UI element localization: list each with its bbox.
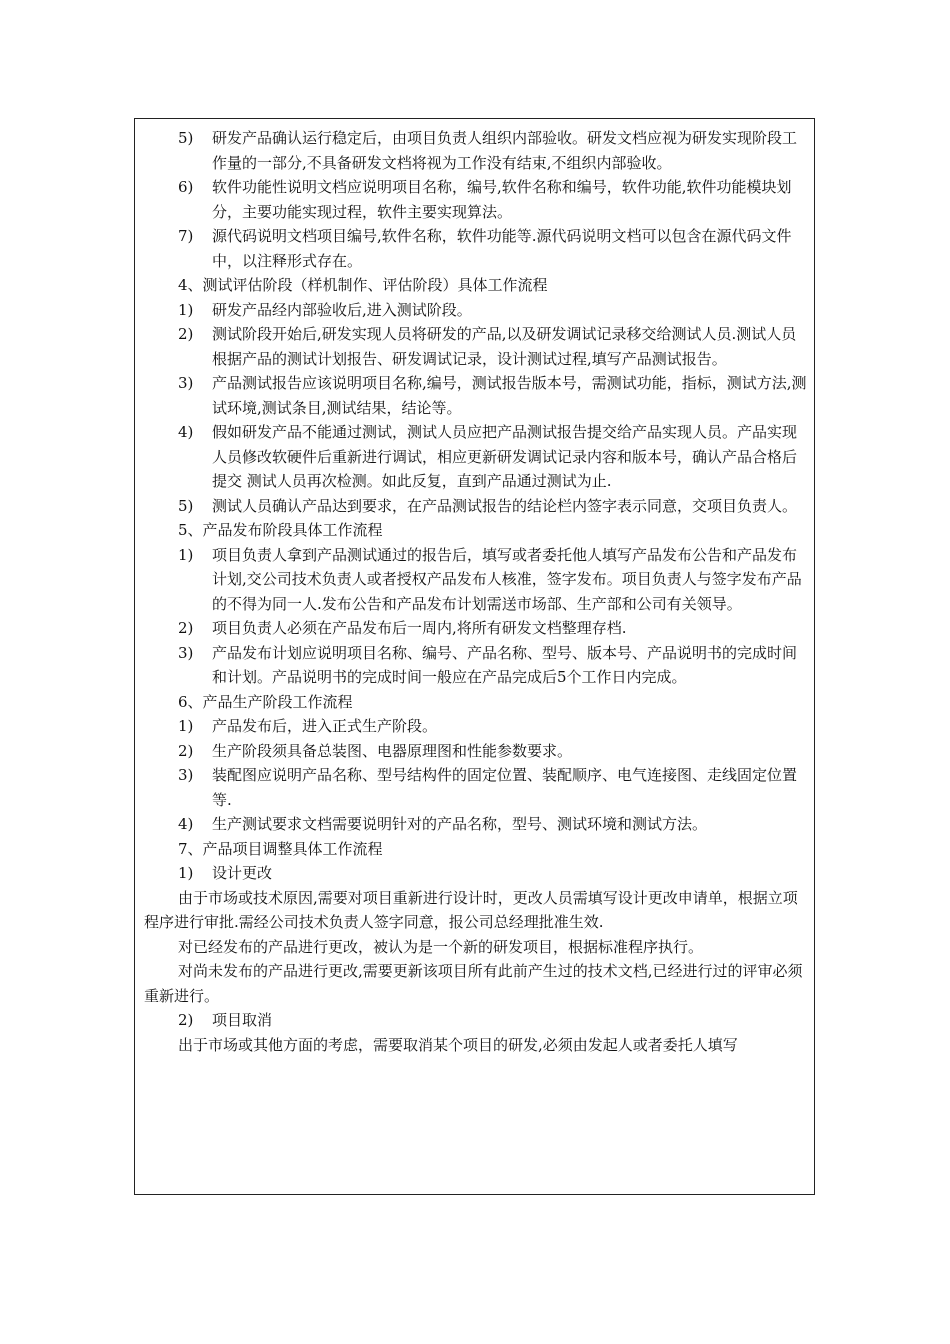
item-text: 产品发布计划应说明项目名称、编号、产品名称、型号、版本号、产品说明书的完成时间和计划。产品说明书的完成时间一般应在产品完成后5个工作日内完成。 (212, 643, 798, 686)
item-text: 研发产品确认运行稳定后，由项目负责人组织内部验收。研发文档应视为研发实现阶段工作量的一部分,不具备研发文档将视为工作没有结束,不组织内部验收。 (212, 129, 798, 172)
item-text: 项目负责人拿到产品测试通过的报告后，填写或者委托他人填写产品发布公告和产品发布计划,交公司技术负责人或者授权产品发布人核准，签字发布。项目负责人与签字发布产品的不得为同一人.发布公告和产品发布计划需送市场部、生产部和公司有关领导。 (212, 545, 802, 613)
list-item (144, 175, 808, 224)
item-number: 2) (178, 1011, 194, 1029)
item-text: 产品发布后，进入正式生产阶段。 (212, 717, 438, 735)
list-item (144, 543, 808, 617)
item-number: 1) (178, 300, 194, 319)
item-text: 产品测试报告应该说明项目名称,编号，测试报告版本号，需测试功能，指标，测试方法,测试环境,测试条目,测试结果，结论等。 (212, 374, 807, 417)
list-item (144, 371, 808, 420)
item-number: 5) (178, 129, 194, 147)
section-heading: 4、测试评估阶段（样机制作、评估阶段）具体工作流程 (178, 276, 548, 294)
item-text: 假如研发产品不能通过测试，测试人员应把产品测试报告提交给产品实现人员。产品实现人员修改软硬件后重新进行调试，相应更新研发调试记录内容和版本号，确认产品合格后提交 测试人员再次检测。如此反复，直到产品通过测试为止. (212, 423, 798, 490)
section-heading: 5、产品发布阶段具体工作流程 (178, 521, 383, 539)
item-text: 生产阶段须具备总装图、电器原理图和性能参数要求。 (212, 741, 573, 760)
item-text: 项目负责人必须在产品发布后一周内,将所有研发文档整理存档. (212, 619, 627, 637)
item-text: 测试人员确认产品达到要求，在产品测试报告的结论栏内签字表示同意，交项目负责人。 (212, 496, 798, 515)
body-paragraph: 由于市场或技术原因,需要对项目重新进行设计时，更改人员需填写设计更改申请单，根据立项程序进行审批.需经公司技术负责人签字同意，报公司总经理批准生效. (144, 888, 798, 931)
item-number: 3) (178, 766, 194, 784)
item-number: 2) (178, 325, 194, 343)
item-number: 3) (178, 643, 194, 662)
item-number: 2) (178, 741, 194, 760)
document-body (144, 126, 808, 1057)
item-number: 2) (178, 619, 194, 637)
list-item (144, 1008, 808, 1033)
section-heading: 6、产品生产阶段工作流程 (178, 692, 353, 711)
list-item (144, 812, 808, 837)
item-number: 1) (178, 717, 194, 735)
item-text: 软件功能性说明文档应说明项目名称，编号,软件名称和编号，软件功能,软件功能模块划分，主要功能实现过程，软件主要实现算法。 (212, 178, 792, 221)
item-text: 项目取消 (212, 1011, 273, 1029)
item-text: 设计更改 (212, 864, 273, 882)
list-item (144, 616, 808, 641)
section-heading: 7、产品项目调整具体工作流程 (178, 839, 383, 858)
item-number: 7) (178, 227, 194, 245)
list-item (144, 714, 808, 739)
list-item (144, 861, 808, 886)
body-paragraph: 对尚未发布的产品进行更改,需要更新该项目所有此前产生过的技术文档,已经进行过的评审必须重新进行。 (144, 962, 803, 1005)
item-number: 5) (178, 496, 194, 515)
list-item (144, 641, 808, 690)
item-number: 4) (178, 815, 194, 833)
item-text: 研发产品经内部验收后,进入测试阶段。 (212, 300, 472, 319)
list-item (144, 126, 808, 175)
item-text: 测试阶段开始后,研发实现人员将研发的产品,以及研发调试记录移交给测试人员.测试人员根据产品的测试计划报告、研发调试记录，设计测试过程,填写产品测试报告。 (212, 325, 797, 368)
list-item (144, 298, 808, 323)
list-item (144, 420, 808, 494)
list-item (144, 322, 808, 371)
list-item (144, 494, 808, 519)
item-number: 4) (178, 423, 194, 441)
item-number: 6) (178, 178, 194, 196)
item-number: 1) (178, 864, 194, 882)
list-item (144, 763, 808, 812)
item-number: 1) (178, 545, 194, 564)
list-item (144, 224, 808, 273)
item-text: 源代码说明文档项目编号,软件名称，软件功能等.源代码说明文档可以包含在源代码文件中，以注释形式存在。 (212, 227, 792, 270)
item-text: 生产测试要求文档需要说明针对的产品名称，型号、测试环境和测试方法。 (212, 815, 708, 833)
item-text: 装配图应说明产品名称、型号结构件的固定位置、装配顺序、电气连接图、走线固定位置等. (212, 766, 798, 809)
body-paragraph: 对已经发布的产品进行更改，被认为是一个新的研发项目，根据标准程序执行。 (178, 937, 704, 956)
list-item (144, 739, 808, 764)
body-paragraph: 出于市场或其他方面的考虑，需要取消某个项目的研发,必须由发起人或者委托人填写 (178, 1035, 738, 1054)
item-number: 3) (178, 374, 194, 392)
